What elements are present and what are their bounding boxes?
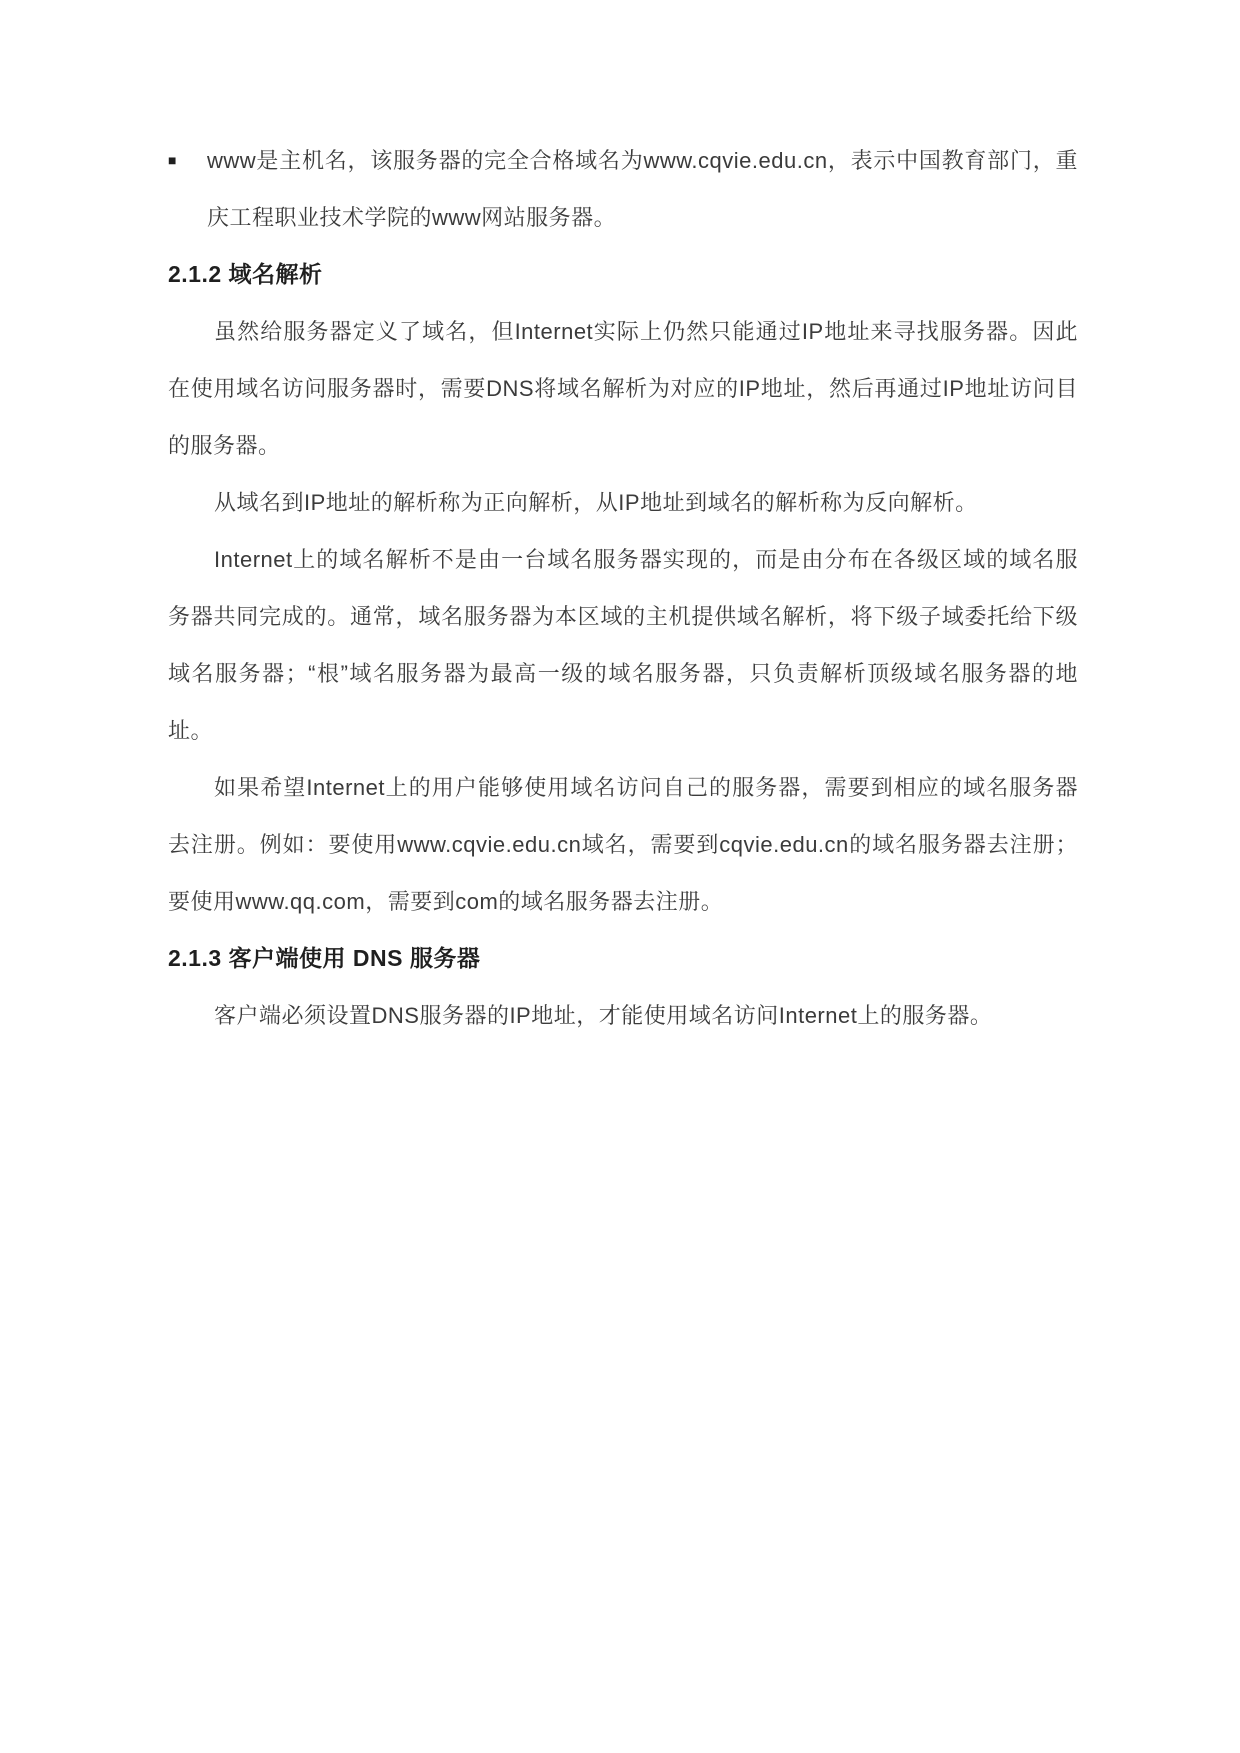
paragraph-domain-resolution-intro: 虽然给服务器定义了域名，但Internet实际上仍然只能通过IP地址来寻找服务器。因此在使用域名访问服务器时，需要DNS将域名解析为对应的IP地址，然后再通过IP地址访问目的服务器。 <box>168 319 1078 458</box>
bullet-list-item <box>168 132 1078 246</box>
section-heading-2-1-3: 2.1.3 客户端使用 DNS 服务器 <box>168 945 481 971</box>
section-heading-2-1-2: 2.1.2 域名解析 <box>168 261 323 287</box>
paragraph-dns-registration: 如果希望Internet上的用户能够使用域名访问自己的服务器，需要到相应的域名服务器去注册。例如：要使用www.cqvie.edu.cn域名，需要到cqvie.edu.cn的域名服务器去注册；要使用www.qq.com，需要到com的域名服务器去注册。 <box>168 775 1078 914</box>
paragraph-distributed-dns: Internet上的域名解析不是由一台域名服务器实现的，而是由分布在各级区域的域名服务器共同完成的。通常，域名服务器为本区域的主机提供域名解析，将下级子域委托给下级域名服务器；“根”域名服务器为最高一级的域名服务器，只负责解析顶级域名服务器的地址。 <box>168 547 1078 743</box>
paragraph-client-dns-setting: 客户端必须设置DNS服务器的IP地址，才能使用域名访问Internet上的服务器。 <box>214 1003 993 1028</box>
paragraph-forward-reverse-resolution: 从域名到IP地址的解析称为正向解析，从IP地址到域名的解析称为反向解析。 <box>214 490 978 515</box>
bullet-square-icon: ■ <box>168 152 177 168</box>
bullet-item-text: www是主机名，该服务器的完全合格域名为www.cqvie.edu.cn，表示中国教育部门，重庆工程职业技术学院的www网站服务器。 <box>207 148 1078 230</box>
